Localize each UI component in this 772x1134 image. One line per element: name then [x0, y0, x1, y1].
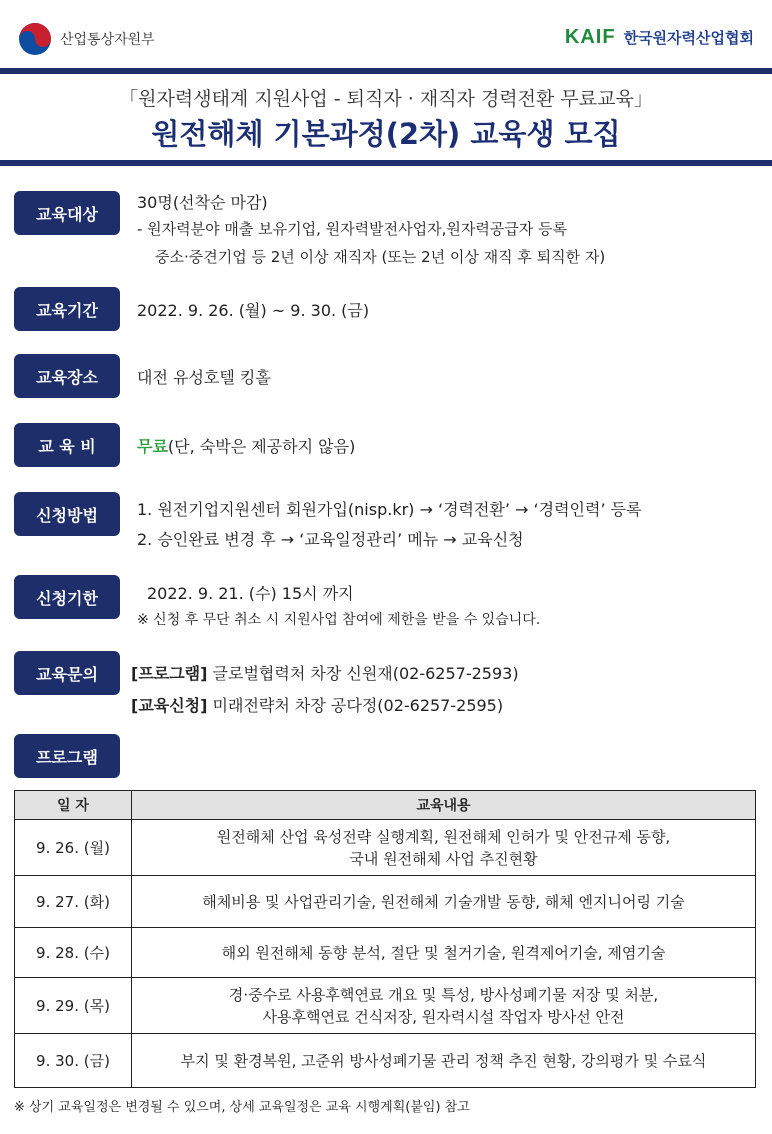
target-line1: 30명(선착순 마감) — [137, 193, 268, 212]
kaif-logo: KAIF — [564, 26, 616, 48]
gov-name: 산업통상자원부 — [60, 32, 155, 48]
label-period: 교육기간 — [14, 287, 120, 331]
kaif-name: 한국원자력산업협회 — [623, 29, 754, 47]
page-title: 원전해체 기본과정(2차) 교육생 모집 — [151, 117, 621, 151]
fee-text — [137, 434, 355, 457]
label-target: 교육대상 — [14, 191, 120, 235]
label-method: 신청방법 — [14, 492, 120, 536]
row-content-line1: 부지 및 환경복원, 고준위 방사성폐기물 관리 정책 추진 현황, 강의평가 및 수료식 — [180, 1051, 707, 1070]
row-content-line2: 국내 원전해체 사업 추진현황 — [349, 849, 538, 868]
row-content-line2: 사용후핵연료 건식저장, 원자력시설 작업자 방사선 안전 — [262, 1007, 625, 1026]
row-date: 9. 26. (월) — [15, 820, 132, 876]
row-content-line1: 해체비용 및 사업관리기술, 원전해체 기술개발 동향, 해체 엔지니어링 기술 — [202, 892, 685, 911]
row-content — [132, 928, 756, 978]
row-date: 9. 30. (금) — [15, 1034, 132, 1088]
row-content — [132, 876, 756, 928]
program-table — [14, 790, 756, 1088]
header — [0, 0, 772, 68]
contact-text-program: 글로벌협력처 차장 신원재(02-6257-2593) — [207, 664, 519, 683]
label-fee: 교 육 비 — [14, 423, 120, 467]
row-content-line1: 경·중수로 사용후핵연료 개요 및 특성, 방사성폐기물 저장 및 처분, — [228, 985, 659, 1004]
contact-line1 — [131, 661, 519, 684]
footnote: ※ 상기 교육일정은 변경될 수 있으며, 상세 교육일정은 교육 시행계획(붙임) 참고 — [14, 1100, 470, 1115]
taegeuk-emblem-icon — [18, 22, 52, 56]
period-text: 2022. 9. 26. (월) ~ 9. 30. (금) — [137, 301, 370, 320]
row-content — [132, 978, 756, 1034]
row-content — [132, 820, 756, 876]
deadline-line1: 2022. 9. 21. (수) 15시 까지 — [147, 584, 354, 603]
label-program: 프로그램 — [14, 734, 120, 778]
target-line3: 중소·중견기업 등 2년 이상 재직자 (또는 2년 이상 재직 후 퇴직한 자) — [155, 248, 606, 266]
place-text: 대전 유성호텔 킹홀 — [137, 368, 271, 387]
row-date: 9. 29. (목) — [15, 978, 132, 1034]
method-line2: 2. 승인완료 변경 후 → ‘교육일정관리’ 메뉴 → 교육신청 — [137, 530, 524, 549]
fee-rest: (단, 숙박은 제공하지 않음) — [167, 437, 356, 456]
header-date: 일 자 — [15, 791, 132, 820]
gov-brand — [18, 22, 155, 56]
method-line1: 1. 원전기업지원센터 회원가입(nisp.kr) → ‘경력전환’ → ‘경력인력’ 등록 — [137, 500, 642, 519]
row-date: 9. 28. (수) — [15, 928, 132, 978]
label-deadline: 신청기한 — [14, 575, 120, 619]
title-divider — [0, 160, 772, 166]
row-content-line1: 해외 원전해체 동향 분석, 절단 및 철거기술, 원격제어기술, 제염기술 — [221, 943, 666, 962]
label-place: 교육장소 — [14, 354, 120, 398]
table-row — [15, 978, 756, 1034]
page-subtitle: 「원자력생태계 지원사업 - 퇴직자 · 재직자 경력전환 무료교육」 — [119, 88, 653, 110]
contact-tag-apply: [교육신청] — [131, 696, 208, 715]
row-content-line1: 원전해체 산업 육성전략 실행계획, 원전해체 인허가 및 안전규제 동향, — [216, 827, 671, 846]
target-line2: - 원자력분야 매출 보유기업, 원자력발전사업자,원자력공급자 등록 — [137, 220, 568, 238]
contact-tag-program: [프로그램] — [131, 664, 208, 683]
row-date: 9. 27. (화) — [15, 876, 132, 928]
contact-text-apply: 미래전략처 차장 공다정(02-6257-2595) — [207, 696, 504, 715]
table-row — [15, 820, 756, 876]
label-contact: 교육문의 — [14, 651, 120, 695]
fee-free: 무료 — [137, 437, 168, 456]
table-row — [15, 928, 756, 978]
kaif-brand — [565, 26, 754, 49]
contact-line2 — [131, 693, 503, 716]
row-content — [132, 1034, 756, 1088]
deadline-line2: ※ 신청 후 무단 취소 시 지원사업 참여에 제한을 받을 수 있습니다. — [137, 612, 541, 628]
table-header-row — [15, 791, 756, 820]
table-row — [15, 876, 756, 928]
header-content: 교육내용 — [132, 791, 756, 820]
top-divider — [0, 68, 772, 74]
table-row — [15, 1034, 756, 1088]
